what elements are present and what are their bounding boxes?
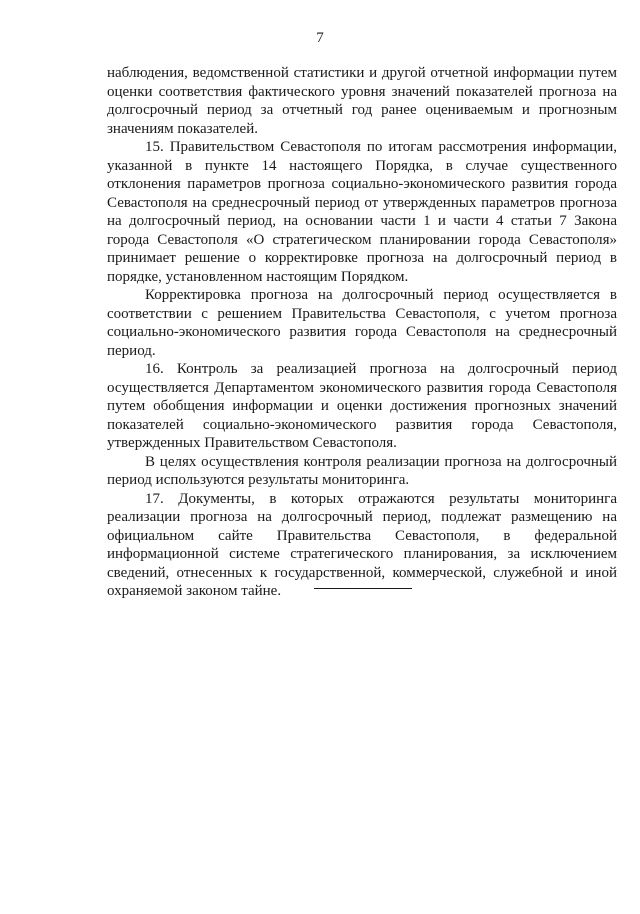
end-separator-line xyxy=(314,588,412,589)
paragraph-15-correction: Корректировка прогноза на долгосрочный период осуществляется в соответствии с решением Правительства Севастополя, с учетом прогноза социально-экономического развития города Севастополя на среднесрочный период. xyxy=(107,287,617,359)
paragraph-17: 17. Документы, в которых отражаются результаты мониторинга реализации прогноза на долгосрочный период, подлежат размещению на официальном сайте Правительства Севастополя, в федеральной информационной системе стратегического планирования, за исключением сведений, отнесенных к государственной, коммерческой, служебной и иной охраняемой законом тайне. xyxy=(107,490,617,599)
page-number: 7 xyxy=(316,30,324,46)
document-body xyxy=(107,64,617,601)
paragraph-16-monitoring: В целях осуществления контроля реализации прогноза на долгосрочный период используются результаты мониторинга. xyxy=(107,453,617,488)
paragraph-16: 16. Контроль за реализацией прогноза на долгосрочный период осуществляется Департаментом экономического развития города Севастополя путем обобщения информации и оценки достижения прогнозных значений показателей социально-экономического развития города Севастополя, утвержденных Правительством Севастополя. xyxy=(107,361,617,451)
paragraph-15: 15. Правительством Севастополя по итогам рассмотрения информации, указанной в пункте 14 настоящего Порядка, в случае существенного отклонения параметров прогноза социально-экономического развития города Севастополя на среднесрочный период от утвержденных параметров прогноза на долгосрочный период, на основании части 1 и части 4 статьи 7 Закона города Севастополя «О стратегическом планировании города Севастополя» принимает решение о корректировке прогноза на долгосрочный период в порядке, установленном настоящим Порядком. xyxy=(107,139,617,285)
paragraph-continuation: наблюдения, ведомственной статистики и другой отчетной информации путем оценки соответствия фактического уровня значений показателей прогноза на долгосрочный период за отчетный год ранее оцениваемым и прогнозным значениям показателей. xyxy=(107,65,617,137)
